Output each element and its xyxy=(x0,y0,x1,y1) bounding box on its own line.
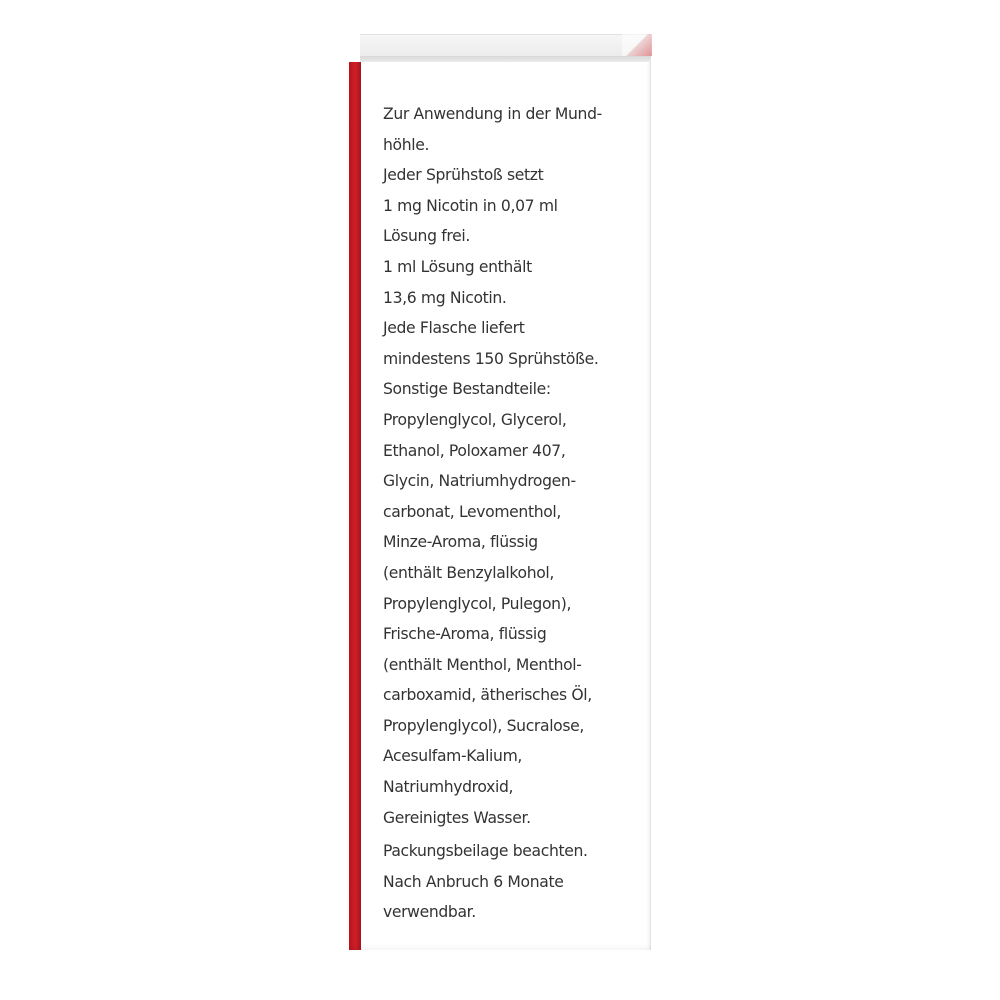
ingredients-line: Sonstige Bestandteile: xyxy=(383,380,551,399)
carton-bottom-shade xyxy=(349,944,651,950)
usage-notes-text xyxy=(383,836,645,928)
ingredients-line: Propylenglycol, Pulegon), xyxy=(383,594,572,613)
carton-top-corner xyxy=(622,34,652,56)
ingredients-line: (enthält Benzylalkohol, xyxy=(383,563,555,582)
ingredients-line: Minze-Aroma, flüssig xyxy=(383,533,538,552)
ingredients-line: (enthält Menthol, Menthol- xyxy=(383,655,582,674)
ingredients-line: Jeder Sprühstoß setzt xyxy=(383,166,544,185)
notes-line: Packungsbeilage beachten. xyxy=(383,842,588,860)
ingredients-line: carboxamid, ätherisches Öl, xyxy=(383,686,592,705)
carton-top-flap xyxy=(360,34,651,57)
carton-red-edge xyxy=(349,62,361,950)
notes-line: verwendbar. xyxy=(383,903,476,922)
ingredients-line: Glycin, Natriumhydrogen- xyxy=(383,472,576,491)
notes-line: Nach Anbruch 6 Monate xyxy=(383,872,564,891)
ingredients-line: carbonat, Levomenthol, xyxy=(383,502,562,521)
ingredients-line: 1 ml Lösung enthält xyxy=(383,257,532,276)
ingredients-line: Acesulfam-Kalium, xyxy=(383,747,523,766)
ingredients-line: 1 mg Nicotin in 0,07 ml xyxy=(383,196,558,215)
ingredients-line: Propylenglycol, Glycerol, xyxy=(383,410,567,429)
ingredients-line: 13,6 mg Nicotin. xyxy=(383,288,507,307)
ingredients-line: mindestens 150 Sprühstöße. xyxy=(383,349,599,368)
carton-panel-shade xyxy=(646,62,651,950)
ingredients-line: Gereinigtes Wasser. xyxy=(383,808,531,827)
ingredients-line: Lösung frei. xyxy=(383,227,470,246)
ingredients-line: Zur Anwendung in der Mund- xyxy=(383,105,602,123)
ingredients-line: Jede Flasche liefert xyxy=(383,319,525,338)
ingredients-line: Propylenglycol), Sucralose, xyxy=(383,716,584,735)
ingredients-line: höhle. xyxy=(383,135,430,154)
ingredients-line: Ethanol, Poloxamer 407, xyxy=(383,441,566,460)
ingredients-line: Frische-Aroma, flüssig xyxy=(383,625,547,644)
ingredients-text xyxy=(383,99,645,833)
ingredients-line: Natriumhydroxid, xyxy=(383,778,514,797)
